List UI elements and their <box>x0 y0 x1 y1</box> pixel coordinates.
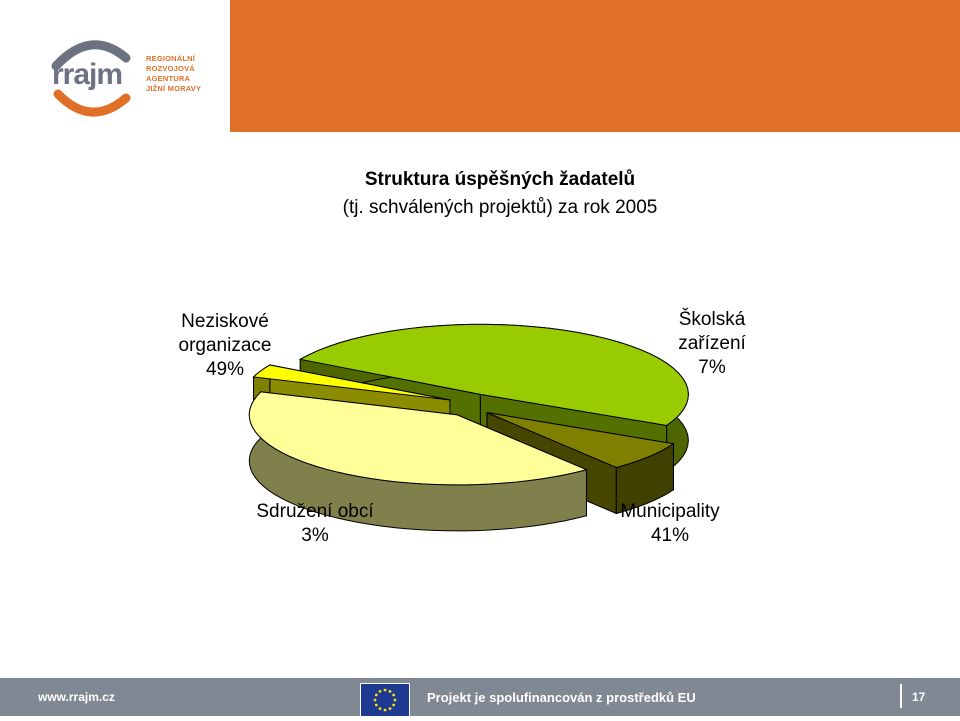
eu-star <box>389 707 392 710</box>
logo-line: AGENTURA <box>146 74 191 83</box>
footer-url-link[interactable]: www.rrajm.cz <box>38 690 115 704</box>
footer-funding-text: Projekt je spolufinancován z prostředků EU <box>427 690 696 705</box>
logo-line: JIŽNÍ MORAVY <box>146 84 202 93</box>
eu-star <box>394 699 397 702</box>
eu-star <box>379 707 382 710</box>
chart-subtitle: (tj. schválených projektů) za rok 2005 <box>342 197 658 218</box>
chart-title: Struktura úspěšných žadatelů <box>364 169 636 190</box>
eu-star <box>375 704 378 707</box>
eu-star <box>392 694 395 697</box>
logo-mark: rrajm <box>52 58 123 91</box>
slice-label-sdruzeni: Sdružení obcí 3% <box>256 501 374 546</box>
eu-star <box>379 690 382 693</box>
slice-label-skolska: Školská zařízení 7% <box>678 309 746 378</box>
page-number: 17 <box>912 690 926 704</box>
eu-star <box>392 704 395 707</box>
footer-divider <box>900 684 902 708</box>
logo-line: REGIONÁLNÍ <box>146 54 196 63</box>
eu-star <box>374 699 377 702</box>
eu-star <box>384 689 387 692</box>
logo-line: ROZVOJOVÁ <box>146 64 195 73</box>
slice-label-municipality: Municipality 41% <box>620 501 720 546</box>
eu-star <box>384 709 387 712</box>
eu-flag-icon <box>360 683 410 717</box>
eu-star <box>389 690 392 693</box>
eu-star <box>375 694 378 697</box>
slice-label-neziskove: Neziskové organizace 49% <box>178 311 272 380</box>
